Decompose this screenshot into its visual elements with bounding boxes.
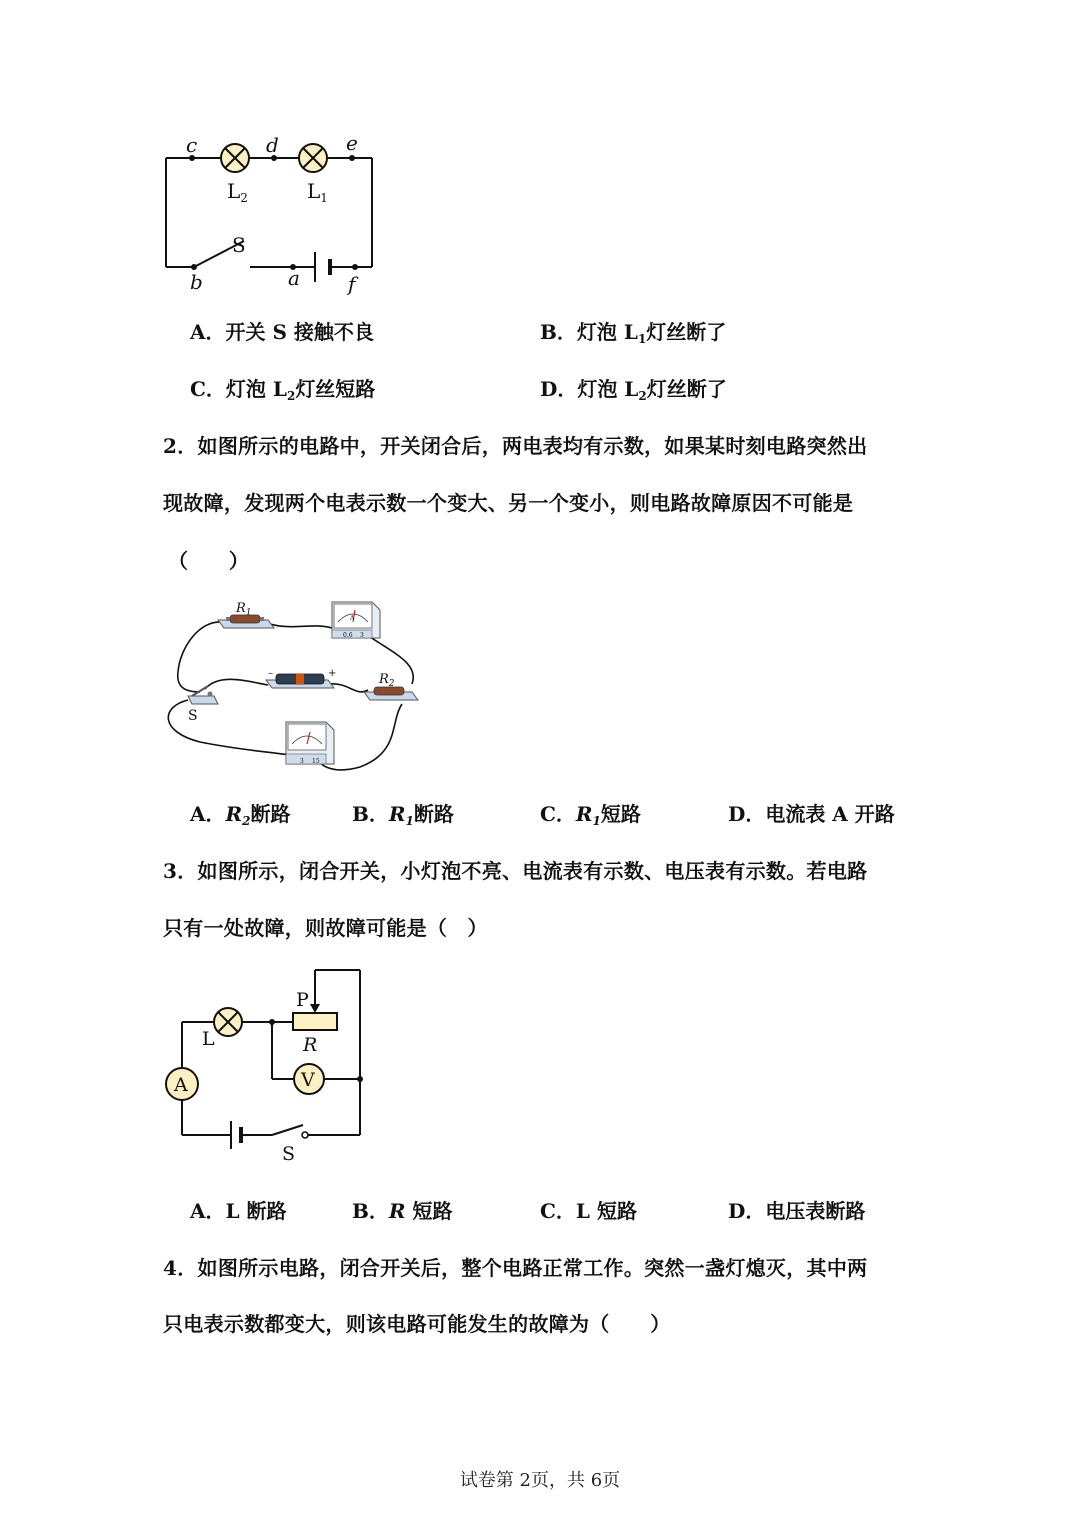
q2-option-b[interactable] [352, 798, 454, 828]
q1-option-a[interactable] [190, 316, 374, 345]
q3-option-a[interactable] [190, 1195, 287, 1224]
figure-1-series-circuit [150, 125, 400, 305]
q3-option-b[interactable] [352, 1195, 453, 1224]
node-f-dot [352, 264, 358, 270]
q2-option-a[interactable] [190, 798, 291, 828]
lamp-l1 [299, 144, 327, 172]
ammeter-top-tick-2: 3 [360, 632, 364, 639]
figure-2-physical-circuit [160, 592, 430, 777]
lamp-l2-label: $L_2$ [227, 179, 248, 205]
q3-option-b-var: R [388, 1199, 406, 1223]
q3-option-b-letter: B． [352, 1199, 389, 1223]
q2-stem-line-3: （ ） [168, 549, 250, 573]
q2-option-a-var: R [225, 802, 243, 826]
switch-s-label-fig2: S [188, 708, 198, 724]
q1-option-b-letter: B． [540, 320, 577, 344]
q1-option-c-sub: 2 [286, 389, 296, 403]
q1-option-c-text-post: 灯丝短路 [295, 377, 376, 401]
q1-option-d[interactable] [540, 373, 727, 403]
page-footer: 试卷第 2页，共 6页 [459, 1470, 621, 1491]
q1-option-b-text-post: 灯丝断了 [646, 320, 727, 344]
q2-option-d-text: 电流表 A 开路 [765, 802, 895, 826]
q1-option-d-text-pre: 灯泡 L [577, 377, 639, 401]
lamp-l-label: L [202, 1028, 215, 1050]
q2-stem-line-2: 现故障，发现两个电表示数一个变大、另一个变小，则电路故障原因不可能是 [163, 491, 854, 515]
q2-option-a-letter: A． [190, 802, 226, 826]
battery [266, 674, 334, 688]
rheostat-r-label: R [303, 1034, 318, 1056]
lamp-l [214, 1008, 242, 1036]
q1-option-a-text: 开关 S 接触不良 [225, 320, 374, 344]
q2-stem-line-1: 2．如图所示的电路中，开关闭合后，两电表均有示数，如果某时刻电路突然出 [163, 434, 868, 458]
q1-option-a-letter: A． [190, 320, 226, 344]
lamp-l1-label: $L_1$ [307, 179, 328, 205]
q1-option-d-letter: D． [540, 377, 578, 401]
q4-stem-line-1: 4．如图所示电路，闭合开关后，整个电路正常工作。突然一盏灯熄灭，其中两 [163, 1256, 868, 1280]
q3-option-b-text: 短路 [405, 1199, 453, 1223]
q2-option-c-text: 短路 [600, 802, 641, 826]
q3-option-a-text: L 断路 [225, 1199, 287, 1223]
q2-option-b-sub: 1 [405, 814, 414, 828]
node-e-dot [349, 155, 355, 161]
rheostat-r [293, 1013, 337, 1030]
q1-option-d-text-post: 灯丝断了 [646, 377, 727, 401]
node-a-label: a [288, 266, 300, 290]
q4-stem-line-2: 只电表示数都变大，则该电路可能发生的故障为（ ） [163, 1312, 671, 1336]
q2-option-c-letter: C． [540, 802, 576, 826]
q3-option-c-letter: C． [540, 1199, 576, 1223]
figure-3-circuit [155, 960, 375, 1170]
q2-option-b-letter: B． [352, 802, 389, 826]
junction-right [357, 1076, 363, 1082]
q1-option-c[interactable] [190, 373, 375, 403]
battery-plus: + [328, 668, 337, 679]
q2-option-c-sub: 1 [592, 814, 601, 828]
ammeter-letter: A [174, 1074, 188, 1096]
q3-option-c[interactable] [540, 1195, 637, 1224]
node-b-label: b [190, 270, 203, 294]
slider-arrowhead [310, 1004, 320, 1013]
voltmeter-bottom-tick-1: 3 [300, 758, 304, 765]
q1-option-c-text-pre: 灯泡 L [225, 377, 287, 401]
ammeter-top [332, 602, 380, 638]
voltmeter-letter: V [301, 1069, 315, 1091]
q2-option-d-letter: D． [728, 802, 766, 826]
q2-option-b-text: 断路 [413, 802, 454, 826]
q3-option-a-letter: A． [190, 1199, 226, 1223]
q3-stem-line-1: 3．如图所示，闭合开关，小灯泡不亮、电流表有示数、电压表有示数。若电路 [163, 859, 868, 883]
q2-option-c-var: R [575, 802, 593, 826]
voltmeter-bottom [286, 722, 334, 764]
switch-s-label-fig3: S [282, 1143, 296, 1165]
q1-option-d-sub: 2 [638, 389, 647, 403]
switch-s-label: S [232, 233, 246, 257]
q3-option-d[interactable] [728, 1195, 865, 1224]
q3-option-c-text: L 短路 [575, 1199, 637, 1223]
lamp-l2 [221, 144, 249, 172]
q2-option-a-text: 断路 [250, 802, 291, 826]
q3-stem-line-2: 只有一处故障，则故障可能是（ ） [163, 916, 488, 940]
ammeter-top-letter: A [350, 615, 355, 622]
q1-option-b[interactable] [540, 316, 726, 346]
switch-s [188, 686, 218, 704]
q2-option-a-sub: 2 [242, 814, 251, 828]
r2-label: $R_2$ [379, 672, 395, 689]
junction-left [269, 1019, 275, 1025]
slider-p-label: P [296, 989, 309, 1011]
battery-minus: – [268, 668, 273, 679]
node-d-label: d [266, 133, 279, 157]
q2-option-b-var: R [388, 802, 406, 826]
q1-option-c-letter: C． [190, 377, 226, 401]
voltmeter-bottom-tick-2: 15 [312, 758, 320, 765]
q3-option-d-letter: D． [728, 1199, 766, 1223]
q2-option-d[interactable] [728, 798, 895, 827]
q1-option-b-text-pre: 灯泡 L [576, 320, 638, 344]
node-f-label: f [348, 272, 356, 296]
switch-contact [302, 1132, 308, 1138]
q2-option-c[interactable] [540, 798, 641, 828]
r1-label: $R_1$ [236, 601, 252, 618]
q3-option-d-text: 电压表断路 [765, 1199, 866, 1223]
q1-option-b-sub: 1 [637, 332, 647, 346]
ammeter-top-tick-1: 0.6 [343, 632, 353, 639]
node-e-label: e [346, 131, 358, 155]
node-c-label: c [186, 133, 198, 157]
